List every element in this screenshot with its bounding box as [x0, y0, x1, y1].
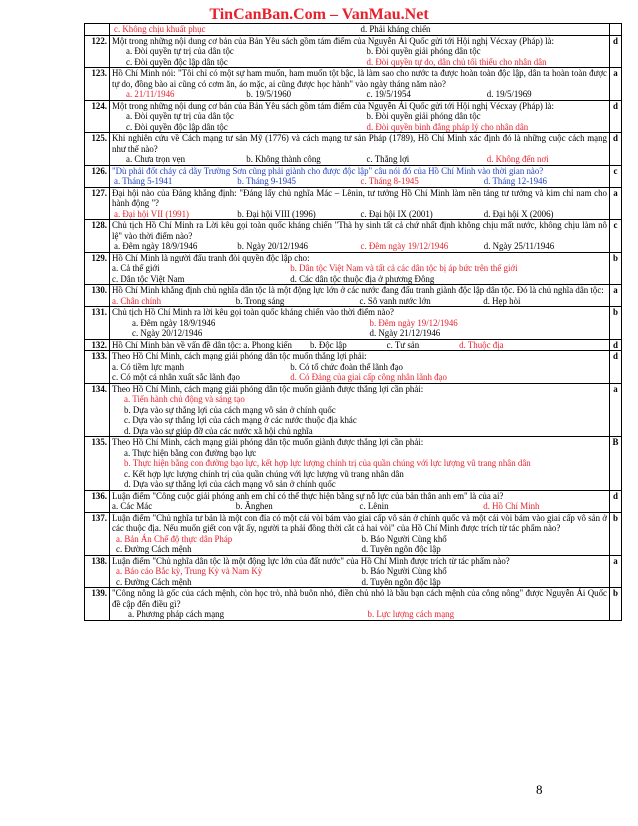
question-cell: [110, 133, 610, 166]
answer-option: d. Ngày 21/12/1946: [369, 328, 441, 338]
answer-option: a. Đòi quyền tự trị của dân tộc: [126, 46, 234, 56]
answer-option: b. Dựa vào sự thắng lợi của cách mạng vô sản ở chính quốc: [124, 404, 336, 415]
question-number: 127.: [85, 187, 110, 220]
question-row: [85, 100, 622, 133]
answer-option: d. Hẹp hòi: [483, 295, 521, 306]
question-row: [85, 24, 622, 36]
answer-key: a: [610, 187, 622, 220]
answer-key: d: [610, 133, 622, 166]
question-number: 124.: [85, 100, 110, 133]
answer-option: b. Không thành công: [246, 154, 321, 164]
answer-option: a. Chưa trọn vẹn: [126, 154, 186, 164]
site-header: TinCanBan.Com – VanMau.Net: [209, 6, 429, 23]
question-number: 123.: [85, 68, 110, 101]
correct-option: a. 21/11/1946: [126, 89, 175, 99]
answer-key: d: [610, 351, 622, 384]
question-cell: [110, 285, 610, 307]
correct-option: c. Không chịu khuất phục: [114, 24, 206, 34]
question-row: [85, 490, 622, 512]
correct-option: d. Đòi quyền bình đẳng pháp lý cho nhân dân: [366, 121, 529, 132]
question-row: [85, 437, 622, 491]
correct-option: a. Đại hội VII (1991): [114, 208, 190, 219]
answer-option: a. Cả thế giới: [112, 263, 160, 273]
question-row: [85, 555, 622, 588]
answer-key: d: [610, 490, 622, 512]
question-text: Đại hội nào của Đảng khẳng định: "Đảng lấy chủ nghĩa Mác – Lênin, tư tưởng Hồ Chí Minh làm nền tảng tư tưởng và kim chỉ nam cho hành động "?: [112, 187, 607, 208]
answer-option: c. Đại hội IX (2001): [360, 208, 433, 219]
answer-options: [112, 394, 607, 436]
question-row: [85, 165, 622, 187]
question-text: Theo Hồ Chí Minh, cách mạng giải phóng dân tộc muốn giành được thắng lợi cần phải:: [112, 383, 424, 394]
answer-option: d. Đại hội X (2006): [483, 208, 554, 219]
answer-option: c. Thắng lợi: [366, 154, 410, 164]
question-text: Khi nghiên cứu về Cách mạng tư sản Mỹ (1776) và cách mạng tư sản Pháp (1789), Hồ Chí Minh xác định đó là những cuộc cách mạng như thế nào?: [112, 133, 607, 154]
correct-option: d. Đòi quyền tự do, dân chủ tối thiểu cho nhân dân: [366, 56, 547, 67]
answer-options: [112, 154, 607, 165]
question-row: [85, 307, 622, 340]
question-text: Theo Hồ Chí Minh, cách mạng giải phóng dân tộc muốn thắng lợi phải:: [112, 351, 367, 361]
question-cell: [110, 24, 610, 36]
answer-option: b. 19/5/1960: [246, 89, 292, 99]
answer-option: c. Tư sản: [386, 339, 420, 350]
answer-options: [112, 362, 607, 383]
answer-key: d: [610, 100, 622, 133]
answer-option: d. Dựa vào sự thắng lợi của cách mạng vô sản ở chính quốc: [124, 479, 336, 489]
answer-key: d: [610, 339, 622, 351]
answer-key: [610, 24, 622, 36]
answer-option: d. Tuyên ngôn độc lập: [361, 544, 441, 554]
answer-option: b. Báo Người Cùng khổ: [361, 566, 447, 576]
correct-option: d. Không đến nơi: [486, 154, 549, 164]
question-table: [84, 23, 622, 621]
page-number: 8: [536, 782, 543, 797]
answer-option: a. Đêm ngày 18/9/1946: [132, 317, 216, 328]
question-cell: [110, 165, 610, 187]
question-cell: [110, 588, 610, 621]
answer-option: c. 19/5/1954: [366, 89, 411, 99]
answer-option: d. Tuyên ngôn độc lập: [361, 576, 441, 587]
answer-options: [112, 318, 607, 339]
answer-key: b: [610, 252, 622, 285]
question-text: Luận điểm "Chủ nghĩa tư bản là một con đỉa có một cái vòi bám vào giai cấp vô sản ở chính quốc và một cái vòi bám vào giai cấp vô sản ở các thuộc địa. Nếu muốn giết con vật ấy, người ta phải đồng thời cắt cả hai vòi" của Hồ Chí Minh được trích từ tác phẩm nào?: [112, 512, 607, 533]
answer-option: a. Thực hiện bằng con đường bạo lực: [124, 447, 257, 458]
question-cell: [110, 383, 610, 437]
answer-options: [112, 46, 607, 67]
answer-option: b. Ănghen: [235, 501, 273, 511]
question-number: 136.: [85, 490, 110, 512]
answer-options: [112, 176, 607, 187]
question-cell: [110, 220, 610, 253]
correct-option: d. Hồ Chí Minh: [483, 501, 540, 511]
question-row: [85, 220, 622, 253]
answer-option: b. Đại hội VIII (1996): [237, 208, 316, 219]
answer-option: c. Dựa vào sự thắng lợi của cách mạng ở các nước thuộc địa khác: [124, 415, 357, 425]
question-cell: [110, 490, 610, 512]
question-row: [85, 187, 622, 220]
answer-option: a. Đêm ngày 18/9/1946: [114, 241, 198, 251]
question-text: Hồ Chí Minh là người đấu tranh đòi quyền độc lập cho:: [112, 252, 310, 263]
answer-option: b. Đòi quyền giải phóng dân tộc: [366, 46, 481, 56]
answer-option: a. Phương pháp cách mạng: [128, 609, 225, 619]
answer-options: [112, 534, 607, 555]
answer-option: c. Ngày 20/12/1946: [132, 328, 203, 338]
answer-key: a: [610, 285, 622, 307]
answer-key: b: [610, 307, 622, 340]
answer-key: b: [610, 512, 622, 555]
answer-option: b. Tháng 9-1945: [237, 176, 296, 186]
answer-option: a. Các Mác: [112, 501, 153, 511]
question-cell: [110, 339, 610, 351]
answer-options: [112, 241, 607, 252]
question-text: Hồ Chí Minh nói: "Tôi chỉ có một sự ham muốn, ham muốn tột bậc, là làm sao cho nước ta được hoàn toàn độc lập, dân ta hoàn toàn được tự do, đồng bào ai cũng có cơm ăn, áo mặc, ai cũng được học hành" vào ngày tháng năm nào?: [112, 68, 607, 89]
correct-option: b. Dân tộc Việt Nam và tất cả các dân tộc bị áp bức trên thế giới: [290, 263, 518, 273]
correct-option: d. Có Đảng của giai cấp công nhân lãnh đạo: [290, 372, 447, 382]
answer-option: c. Lênin: [359, 501, 389, 511]
correct-option: b. Đêm ngày 19/12/1946: [369, 317, 458, 328]
answer-option: c. Đường Cách mệnh: [116, 544, 192, 554]
question-cell: [110, 68, 610, 101]
question-number: [85, 24, 110, 36]
answer-key: B: [610, 437, 622, 491]
answer-options: [112, 566, 607, 587]
question-cell: [110, 555, 610, 588]
question-row: [85, 133, 622, 166]
question-cell: [110, 512, 610, 555]
question-number: 129.: [85, 252, 110, 285]
question-number: 138.: [85, 555, 110, 588]
answer-option: c. Đòi quyền độc lập dân tộc: [126, 56, 228, 67]
answer-option: a. Có tiềm lực mạnh: [112, 361, 185, 372]
question-number: 128.: [85, 220, 110, 253]
answer-options: [112, 263, 607, 284]
question-text: Theo Hồ Chí Minh, cách mạng giải phóng dân tộc muốn giành được thắng lợi cần phải:: [112, 437, 424, 447]
question-row: [85, 339, 622, 351]
question-row: [85, 68, 622, 101]
answer-key: c: [610, 220, 622, 253]
question-text: Luận điểm "Công cuộc giải phóng anh em chỉ có thể thực hiện bằng sự nỗ lực của bản thân anh em" là của ai?: [112, 490, 504, 501]
question-number: 130.: [85, 285, 110, 307]
answer-key: a: [610, 68, 622, 101]
answer-option: d. Các dân tộc thuộc địa ở phương Đông: [290, 273, 435, 284]
correct-option: a. Tiến hành chủ động và sáng tạo: [124, 394, 245, 404]
answer-key: a: [610, 555, 622, 588]
answer-options: [112, 448, 607, 490]
question-number: 122.: [85, 35, 110, 68]
answer-options: [112, 89, 607, 100]
question-cell: [110, 100, 610, 133]
question-row: [85, 252, 622, 285]
question-row: [85, 285, 622, 307]
question-number: 135.: [85, 437, 110, 491]
answer-option: b. Ngày 20/12/1946: [237, 241, 308, 251]
correct-option: a. Bản Án Chế độ thực dân Pháp: [116, 533, 233, 544]
question-cell: [110, 35, 610, 68]
answer-options: [112, 296, 607, 307]
question-number: 137.: [85, 512, 110, 555]
answer-option: c. Sô vanh nước lớn: [359, 295, 431, 306]
question-table-body: [85, 24, 622, 621]
answer-option: c. Kết hợp lực lượng chính trị của quần chúng với lực lượng vũ trang nhân dân: [124, 468, 404, 479]
answer-key: c: [610, 165, 622, 187]
question-number: 134.: [85, 383, 110, 437]
answer-option: c. Dân tộc Việt Nam: [112, 273, 185, 284]
question-cell: [110, 252, 610, 285]
answer-option: d. Dựa vào sự giúp đỡ của các nước xã hội chủ nghĩa: [124, 425, 313, 436]
question-text: Chủ tịch Hồ Chí Minh ra Lời kêu gọi toàn quốc kháng chiến "Thà hy sinh tất cả chứ nhất định không chịu mất nước, không chịu làm nô lệ" vào thời điểm nào?: [112, 220, 607, 241]
question-cell: [110, 437, 610, 491]
question-row: [85, 512, 622, 555]
answer-option: d. 19/5/1969: [486, 89, 532, 99]
answer-option: Hồ Chí Minh bàn về vấn đề dân tộc: a. Phong kiến: [112, 339, 292, 350]
answer-options: [112, 24, 607, 35]
answer-option: d. Ngày 25/11/1946: [483, 241, 555, 251]
answer-options: [112, 340, 607, 351]
question-cell: [110, 307, 610, 340]
correct-option: c. Tháng 8-1945: [360, 176, 419, 186]
answer-option: b. Độc lập: [309, 339, 347, 350]
answer-key: b: [610, 588, 622, 621]
question-cell: [110, 351, 610, 384]
correct-option: a. Báo cáo Bắc kỳ, Trung Kỳ và Nam Kỳ: [116, 566, 263, 576]
correct-option: b. Thực hiện bằng con đường bạo lực, kết hợp lực lượng chính trị của quần chúng với lực lượng vũ trang nhân dân: [124, 458, 531, 468]
question-text: Một trong những nội dung cơ bản của Bản Yêu sách gồm tám điểm của Nguyễn Ái Quốc gửi tới Hội nghị Vécxay (Pháp) là:: [112, 100, 554, 111]
correct-option: a. Chân chính: [112, 295, 162, 306]
answer-option: b. Đòi quyền giải phóng dân tộc: [366, 111, 481, 121]
answer-options: [112, 209, 607, 220]
answer-option: b. Có tổ chức đoàn thể lãnh đạo: [290, 361, 403, 372]
correct-option: c. Đêm ngày 19/12/1946: [360, 241, 449, 251]
question-cell: [110, 187, 610, 220]
answer-option: d. Phải kháng chiến: [360, 24, 431, 34]
question-text: "Dù phải đốt cháy cả dãy Trường Sơn cũng phải giành cho được độc lập" câu nói đó của Hồ Chí Minh vào thời gian nào?: [112, 165, 544, 176]
question-row: [85, 35, 622, 68]
answer-options: [112, 609, 607, 620]
answer-option: a. Tháng 5-1941: [114, 176, 173, 186]
answer-option: d. Tháng 12-1946: [483, 176, 547, 186]
answer-option: c. Đòi quyền độc lập dân tộc: [126, 121, 228, 132]
question-text: Chủ tịch Hồ Chí Minh ra lời kêu gọi toàn quốc kháng chiến vào thời điểm nào?: [112, 307, 394, 317]
question-number: 133.: [85, 351, 110, 384]
correct-option: d. Thuộc địa: [459, 339, 504, 350]
question-row: [85, 588, 622, 621]
answer-key: d: [610, 35, 622, 68]
answer-option: c. Có một cá nhân xuất sắc lãnh đạo: [112, 372, 240, 382]
question-number: 131.: [85, 307, 110, 340]
answer-options: [112, 111, 607, 132]
question-number: 126.: [85, 165, 110, 187]
answer-option: a. Đòi quyền tự trị của dân tộc: [126, 111, 234, 121]
question-text: Hồ Chí Minh khẳng định chủ nghĩa dân tộc là một động lực lớn ở các nước đang đấu tranh giành độc lập dân tộc. Đó là chủ nghĩa dân tộc:: [112, 285, 604, 295]
question-text: Luận điểm "Chủ nghĩa dân tộc là một động lực lớn của đất nước" của Hồ Chí Minh được trích từ tác phẩm nào?: [112, 555, 510, 566]
question-row: [85, 351, 622, 384]
correct-option: b. Lực lượng cách mạng: [367, 609, 455, 619]
question-number: 139.: [85, 588, 110, 621]
question-text: "Công nông là gốc của cách mệnh, còn học trò, nhà buôn nhỏ, điền chủ nhỏ là bầu bạn cách mệnh của công nông" được Nguyễn Ái Quốc đề cập đến điều gì?: [112, 588, 607, 609]
answer-options: [112, 501, 607, 512]
answer-option: b. Trong sáng: [235, 295, 285, 306]
question-number: 125.: [85, 133, 110, 166]
answer-key: a: [610, 383, 622, 437]
question-text: Một trong những nội dung cơ bản của Bản Yêu sách gồm tám điểm của Nguyễn Ái Quốc gửi tới Hội nghị Vécxay (Pháp) là:: [112, 35, 554, 46]
answer-option: c. Đường Cách mệnh: [116, 576, 192, 587]
question-number: 132.: [85, 339, 110, 351]
question-row: [85, 383, 622, 437]
answer-option: b. Báo Người Cùng khổ: [361, 533, 447, 544]
